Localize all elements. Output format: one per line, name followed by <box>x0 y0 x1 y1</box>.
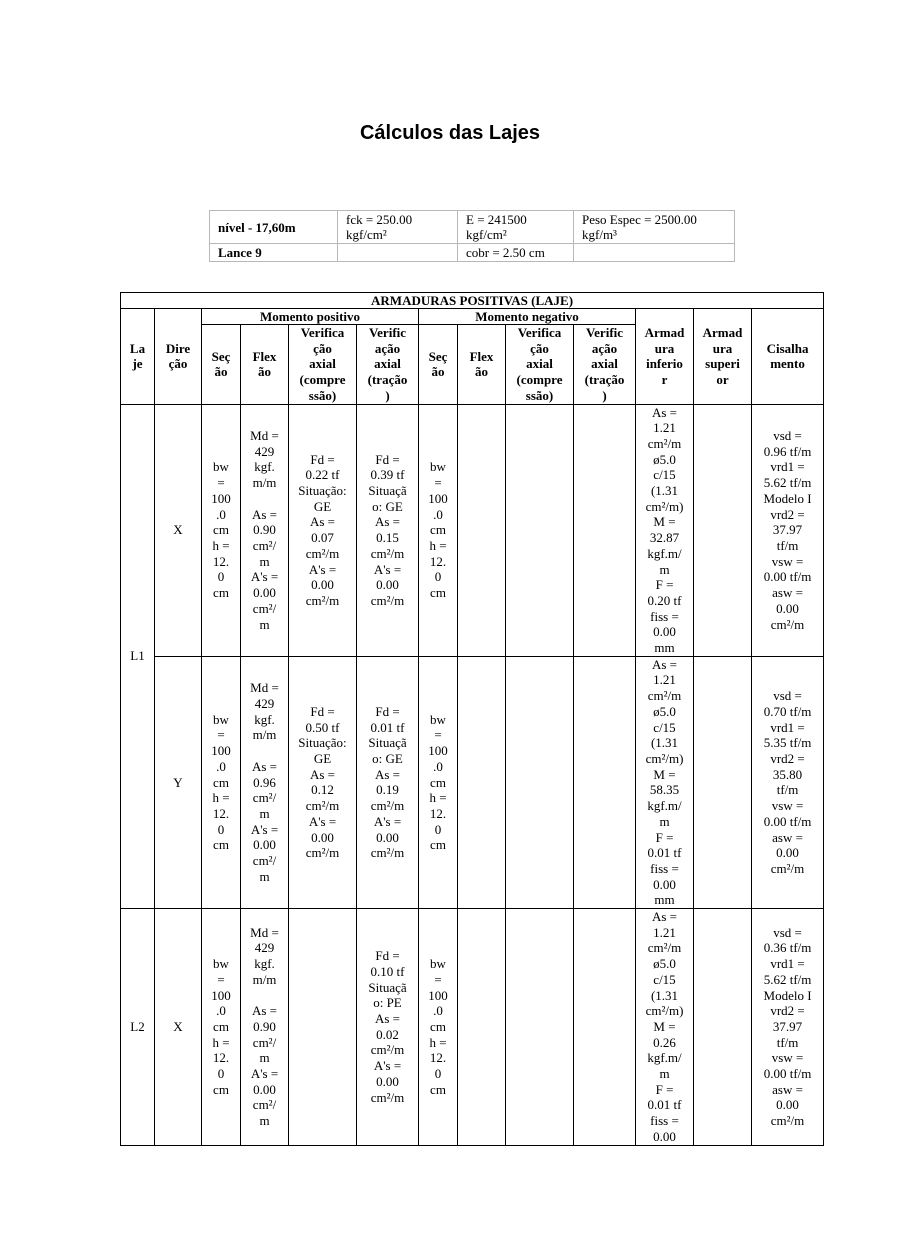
fck-cell: fck = 250.00 kgf/cm² <box>338 211 458 244</box>
flexao-negativo-cell <box>458 909 506 1146</box>
verificacao-tracao-negativo-cell <box>574 404 636 656</box>
laje-cell: L2 <box>121 909 155 1146</box>
header-momento-positivo: Momento positivo <box>202 309 419 325</box>
laje-cell: L1 <box>121 404 155 909</box>
secao-negativo-cell: bw = 100 .0 cm h = 12. 0 cm <box>419 909 458 1146</box>
parameters-row <box>210 244 735 262</box>
page-title: Cálculos das Lajes <box>359 122 541 144</box>
armadura-superior-cell <box>694 909 752 1146</box>
verificacao-tracao-positivo-cell: Fd = 0.39 tf Situaçã o: GE As = 0.15 cm²/m A's = 0.00 cm²/m <box>357 404 419 656</box>
direcao-cell: X <box>155 404 202 656</box>
armadura-superior-cell <box>694 404 752 656</box>
lance-cell: Lance 9 <box>210 244 338 262</box>
parameters-table <box>209 210 735 262</box>
table-row <box>121 656 824 908</box>
verificacao-tracao-negativo-cell <box>574 909 636 1146</box>
slab-reinforcement-table <box>120 292 824 1146</box>
secao-negativo-cell: bw = 100 .0 cm h = 12. 0 cm <box>419 656 458 908</box>
group-header-row <box>121 309 824 325</box>
table-row <box>121 909 824 1146</box>
flexao-negativo-cell <box>458 656 506 908</box>
header-armadura-inferior: Armad ura inferio r <box>636 309 694 405</box>
verificacao-compressao-negativo-cell <box>506 404 574 656</box>
table-row <box>121 404 824 656</box>
flexao-positivo-cell: Md = 429 kgf. m/m As = 0.90 cm²/ m A's = 0.00 cm²/ m <box>241 404 289 656</box>
armadura-inferior-cell: As = 1.21 cm²/m ø5.0 c/15 (1.31 cm²/m) M = 0.26 kgf.m/ m F = 0.01 tf fiss = 0.00 <box>636 909 694 1146</box>
cisalhamento-cell: vsd = 0.70 tf/m vrd1 = 5.35 tf/m vrd2 = 35.80 tf/m vsw = 0.00 tf/m asw = 0.00 cm²/m <box>752 656 824 908</box>
header-momento-negativo: Momento negativo <box>419 309 636 325</box>
secao-positivo-cell: bw = 100 .0 cm h = 12. 0 cm <box>202 909 241 1146</box>
verificacao-compressao-negativo-cell <box>506 909 574 1146</box>
cisalhamento-cell: vsd = 0.36 tf/m vrd1 = 5.62 tf/m Modelo I vrd2 = 37.97 tf/m vsw = 0.00 tf/m asw = 0.00 cm²/m <box>752 909 824 1146</box>
cover-cell: cobr = 2.50 cm <box>458 244 574 262</box>
parameters-row <box>210 211 735 244</box>
verificacao-compressao-positivo-cell <box>289 909 357 1146</box>
cisalhamento-cell: vsd = 0.96 tf/m vrd1 = 5.62 tf/m Modelo I vrd2 = 37.97 tf/m vsw = 0.00 tf/m asw = 0.00 cm²/m <box>752 404 824 656</box>
flexao-negativo-cell <box>458 404 506 656</box>
specific-weight-cell: Peso Espec = 2500.00 kgf/m³ <box>574 211 735 244</box>
header-secao-positivo: Seç ão <box>202 325 241 405</box>
verificacao-tracao-negativo-cell <box>574 656 636 908</box>
armadura-superior-cell <box>694 656 752 908</box>
header-direcao: Dire ção <box>155 309 202 405</box>
header-flexao-negativo: Flex ão <box>458 325 506 405</box>
verificacao-compressao-negativo-cell <box>506 656 574 908</box>
level-cell: nível - 17,60m <box>210 211 338 244</box>
header-flexao-positivo: Flex ão <box>241 325 289 405</box>
flexao-positivo-cell: Md = 429 kgf. m/m As = 0.90 cm²/ m A's = 0.00 cm²/ m <box>241 909 289 1146</box>
header-cisalhamento: Cisalha mento <box>752 309 824 405</box>
secao-positivo-cell: bw = 100 .0 cm h = 12. 0 cm <box>202 656 241 908</box>
header-verificacao-tracao-negativo: Verific ação axial (tração ) <box>574 325 636 405</box>
verificacao-compressao-positivo-cell: Fd = 0.22 tf Situação: GE As = 0.07 cm²/m A's = 0.00 cm²/m <box>289 404 357 656</box>
empty-cell <box>574 244 735 262</box>
secao-negativo-cell: bw = 100 .0 cm h = 12. 0 cm <box>419 404 458 656</box>
header-verificacao-compressao-positivo: Verifica ção axial (compre ssão) <box>289 325 357 405</box>
secao-positivo-cell: bw = 100 .0 cm h = 12. 0 cm <box>202 404 241 656</box>
armadura-inferior-cell: As = 1.21 cm²/m ø5.0 c/15 (1.31 cm²/m) M = 58.35 kgf.m/ m F = 0.01 tf fiss = 0.00 mm <box>636 656 694 908</box>
elastic-modulus-cell: E = 241500 kgf/cm² <box>458 211 574 244</box>
header-verificacao-compressao-negativo: Verifica ção axial (compre ssão) <box>506 325 574 405</box>
header-armadura-superior: Armad ura superi or <box>694 309 752 405</box>
empty-cell <box>338 244 458 262</box>
direcao-cell: X <box>155 909 202 1146</box>
verificacao-compressao-positivo-cell: Fd = 0.50 tf Situação: GE As = 0.12 cm²/m A's = 0.00 cm²/m <box>289 656 357 908</box>
verificacao-tracao-positivo-cell: Fd = 0.10 tf Situaçã o: PE As = 0.02 cm²/m A's = 0.00 cm²/m <box>357 909 419 1146</box>
header-secao-negativo: Seç ão <box>419 325 458 405</box>
armadura-inferior-cell: As = 1.21 cm²/m ø5.0 c/15 (1.31 cm²/m) M = 32.87 kgf.m/ m F = 0.20 tf fiss = 0.00 mm <box>636 404 694 656</box>
header-laje: La je <box>121 309 155 405</box>
header-verificacao-tracao-positivo: Verific ação axial (tração ) <box>357 325 419 405</box>
table-title-row <box>121 293 824 309</box>
verificacao-tracao-positivo-cell: Fd = 0.01 tf Situaçã o: GE As = 0.19 cm²/m A's = 0.00 cm²/m <box>357 656 419 908</box>
flexao-positivo-cell: Md = 429 kgf. m/m As = 0.96 cm²/ m A's = 0.00 cm²/ m <box>241 656 289 908</box>
table-title: ARMADURAS POSITIVAS (LAJE) <box>121 293 824 309</box>
direcao-cell: Y <box>155 656 202 908</box>
